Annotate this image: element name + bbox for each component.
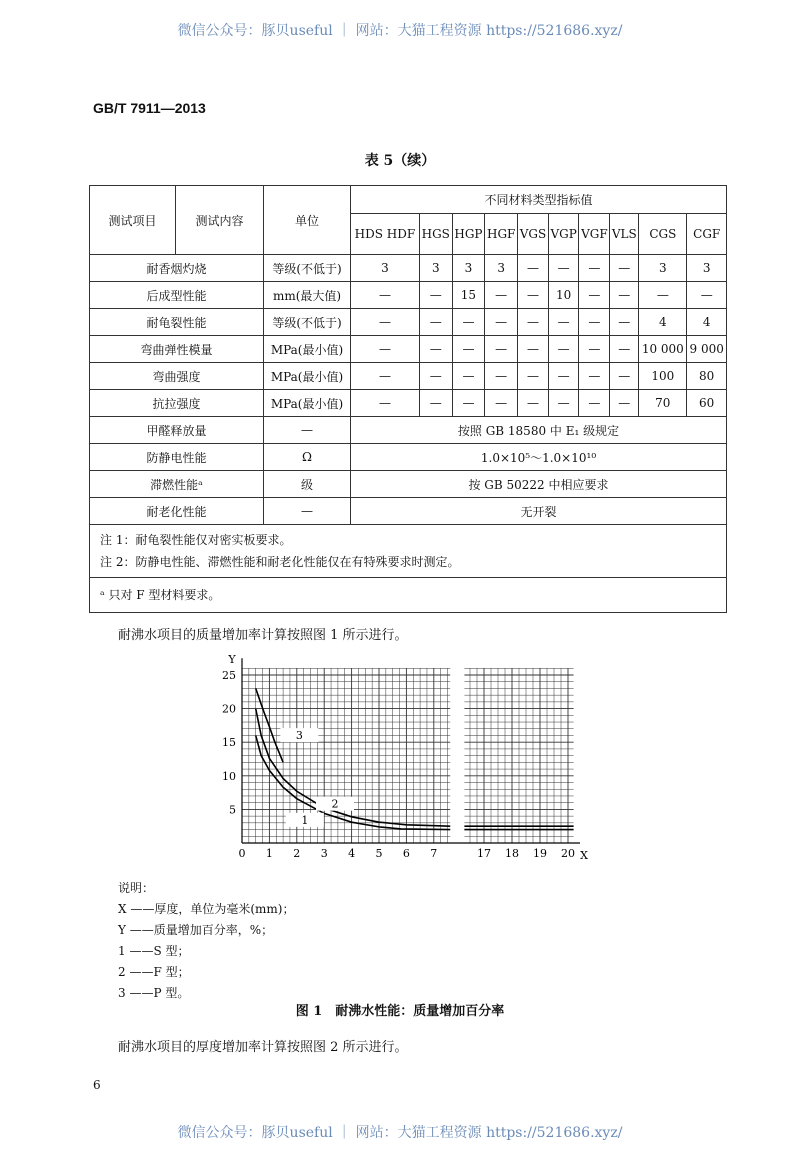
row-value: 3: [639, 255, 687, 282]
figure-caption: 图 1 耐沸水性能：质量增加百分率: [295, 1004, 505, 1019]
row-value: 10: [548, 282, 579, 309]
row-value: 3: [351, 255, 420, 282]
row-value: —: [548, 336, 579, 363]
row-value: —: [610, 390, 639, 417]
row-value: —: [351, 363, 420, 390]
row-name: 弯曲强度: [90, 363, 264, 390]
header-item: 测试项目: [90, 186, 176, 255]
paragraph-1: 耐沸水项目的质量增加率计算按照图 1 所示进行。: [118, 628, 408, 643]
row-value: —: [518, 390, 549, 417]
watermark-top: 微信公众号：豚贝useful ｜ 网站：大猫工程资源 https://521686.xyz/: [177, 23, 623, 39]
row-value: —: [419, 363, 452, 390]
header-content: 测试内容: [176, 186, 264, 255]
row-value: —: [485, 336, 518, 363]
row-value: 3: [485, 255, 518, 282]
type-header: HGS: [419, 214, 452, 255]
x-tick-label: 17: [477, 847, 491, 860]
type-header: VLS: [610, 214, 639, 255]
row-value: —: [579, 255, 610, 282]
row-value: —: [610, 255, 639, 282]
row-value: —: [687, 282, 727, 309]
row-unit: MPa(最小值): [264, 363, 351, 390]
row-value: —: [639, 282, 687, 309]
type-header: HDS HDF: [351, 214, 420, 255]
row-value: 按照 GB 18580 中 E₁ 级规定: [351, 417, 727, 444]
legend-item: 3 ——P 型。: [118, 986, 190, 1000]
type-header: VGF: [579, 214, 610, 255]
standard-number: GB/T 7911—2013: [93, 100, 206, 116]
row-name: 抗拉强度: [90, 390, 264, 417]
row-value: —: [351, 309, 420, 336]
row-name: 防静电性能: [90, 444, 264, 471]
x-tick-label: 4: [348, 847, 356, 860]
row-unit: MPa(最小值): [264, 390, 351, 417]
row-value: —: [579, 336, 610, 363]
row-value: —: [610, 309, 639, 336]
row-value: —: [485, 309, 518, 336]
note-2: 注 2：防静电性能、滞燃性能和耐老化性能仅在有特殊要求时测定。: [100, 555, 460, 569]
row-unit: —: [264, 417, 351, 444]
row-name: 后成型性能: [90, 282, 264, 309]
row-value: —: [452, 363, 485, 390]
type-header: CGS: [639, 214, 687, 255]
row-value: —: [610, 282, 639, 309]
row-name: 耐龟裂性能: [90, 309, 264, 336]
x-tick-label: 3: [320, 847, 328, 860]
row-value: —: [419, 336, 452, 363]
page-number: 6: [93, 1078, 101, 1092]
row-value: —: [485, 363, 518, 390]
row-value: —: [548, 255, 579, 282]
row-value: —: [610, 363, 639, 390]
row-value: —: [452, 336, 485, 363]
row-value: —: [351, 336, 420, 363]
row-value: 15: [452, 282, 485, 309]
legend-item: 1 ——S 型；: [118, 944, 190, 958]
row-value: —: [485, 390, 518, 417]
row-value: 4: [639, 309, 687, 336]
type-header: CGF: [687, 214, 727, 255]
row-value: —: [610, 336, 639, 363]
row-unit: —: [264, 498, 351, 525]
row-value: 3: [452, 255, 485, 282]
x-tick-label: 19: [533, 847, 547, 860]
row-value: 9 000: [687, 336, 727, 363]
series-label: 1: [301, 813, 309, 827]
row-value: —: [452, 390, 485, 417]
x-tick-label: 5: [375, 847, 383, 860]
type-header: VGP: [548, 214, 579, 255]
row-unit: 等级(不低于): [264, 255, 351, 282]
row-value: —: [518, 309, 549, 336]
row-value: —: [518, 336, 549, 363]
row-value: 10 000: [639, 336, 687, 363]
row-unit: 等级(不低于): [264, 309, 351, 336]
row-value: 80: [687, 363, 727, 390]
row-value: 3: [419, 255, 452, 282]
row-value: —: [419, 282, 452, 309]
note-1: 注 1：耐龟裂性能仅对密实板要求。: [100, 533, 292, 547]
legend-item: Y ——质量增加百分率，%；: [118, 923, 274, 937]
row-name: 耐老化性能: [90, 498, 264, 525]
row-value: —: [548, 363, 579, 390]
type-header: VGS: [518, 214, 549, 255]
paragraph-2: 耐沸水项目的厚度增加率计算按照图 2 所示进行。: [118, 1040, 408, 1055]
type-header: HGP: [452, 214, 485, 255]
row-name: 耐香烟灼烧: [90, 255, 264, 282]
row-unit: MPa(最小值): [264, 336, 351, 363]
legend-item: 2 ——F 型；: [118, 965, 190, 979]
row-unit: mm(最大值): [264, 282, 351, 309]
row-unit: Ω: [264, 444, 351, 471]
y-tick-label: 10: [222, 769, 236, 783]
x-tick-label: 7: [430, 847, 438, 860]
row-value: —: [518, 282, 549, 309]
row-value: —: [419, 390, 452, 417]
row-value: 3: [687, 255, 727, 282]
row-value: —: [548, 309, 579, 336]
x-tick-label: 2: [293, 847, 301, 860]
legend: [118, 878, 294, 1004]
row-value: —: [351, 282, 420, 309]
row-value: —: [485, 282, 518, 309]
watermark-bottom: 微信公众号：豚贝useful ｜ 网站：大猫工程资源 https://521686.xyz/: [177, 1125, 623, 1141]
table-title: 表 5（续）: [364, 153, 436, 169]
row-value: 1.0×10⁵～1.0×10¹⁰: [351, 444, 727, 471]
row-value: —: [579, 309, 610, 336]
row-value: —: [579, 390, 610, 417]
row-value: 4: [687, 309, 727, 336]
y-axis-label: Y: [228, 652, 236, 666]
x-tick-label: 0: [238, 847, 246, 860]
row-value: —: [419, 309, 452, 336]
x-tick-label: 20: [561, 847, 575, 860]
row-value: 60: [687, 390, 727, 417]
row-value: —: [548, 390, 579, 417]
row-name: 甲醛释放量: [90, 417, 264, 444]
y-tick-label: 25: [222, 669, 236, 682]
x-tick-label: 6: [402, 847, 410, 860]
legend-title: 说明：: [118, 881, 155, 895]
x-tick-label: 18: [505, 847, 519, 860]
row-name: 弯曲弹性模量: [90, 336, 264, 363]
x-axis-label: X: [580, 849, 588, 862]
row-value: —: [351, 390, 420, 417]
row-value: 70: [639, 390, 687, 417]
row-value: —: [579, 282, 610, 309]
row-name: 滞燃性能ᵃ: [90, 471, 264, 498]
row-unit: 级: [264, 471, 351, 498]
series-label: 2: [331, 797, 339, 811]
series-label: 3: [295, 729, 303, 743]
legend-item: X ——厚度，单位为毫米(mm)；: [118, 902, 295, 916]
row-value: —: [518, 363, 549, 390]
type-header: HGF: [485, 214, 518, 255]
header-group: 不同材料类型指标值: [351, 186, 727, 214]
row-value: —: [452, 309, 485, 336]
row-value: 无开裂: [351, 498, 727, 525]
row-value: 按 GB 50222 中相应要求: [351, 471, 727, 498]
row-value: 100: [639, 363, 687, 390]
x-tick-label: 1: [265, 847, 273, 860]
row-value: —: [518, 255, 549, 282]
footnote: ᵃ 只对 F 型材料要求。: [90, 578, 727, 613]
y-tick-label: 15: [222, 736, 236, 750]
y-tick-label: 5: [229, 803, 236, 817]
y-tick-label: 20: [222, 702, 236, 716]
row-value: —: [579, 363, 610, 390]
header-unit: 单位: [264, 186, 351, 255]
